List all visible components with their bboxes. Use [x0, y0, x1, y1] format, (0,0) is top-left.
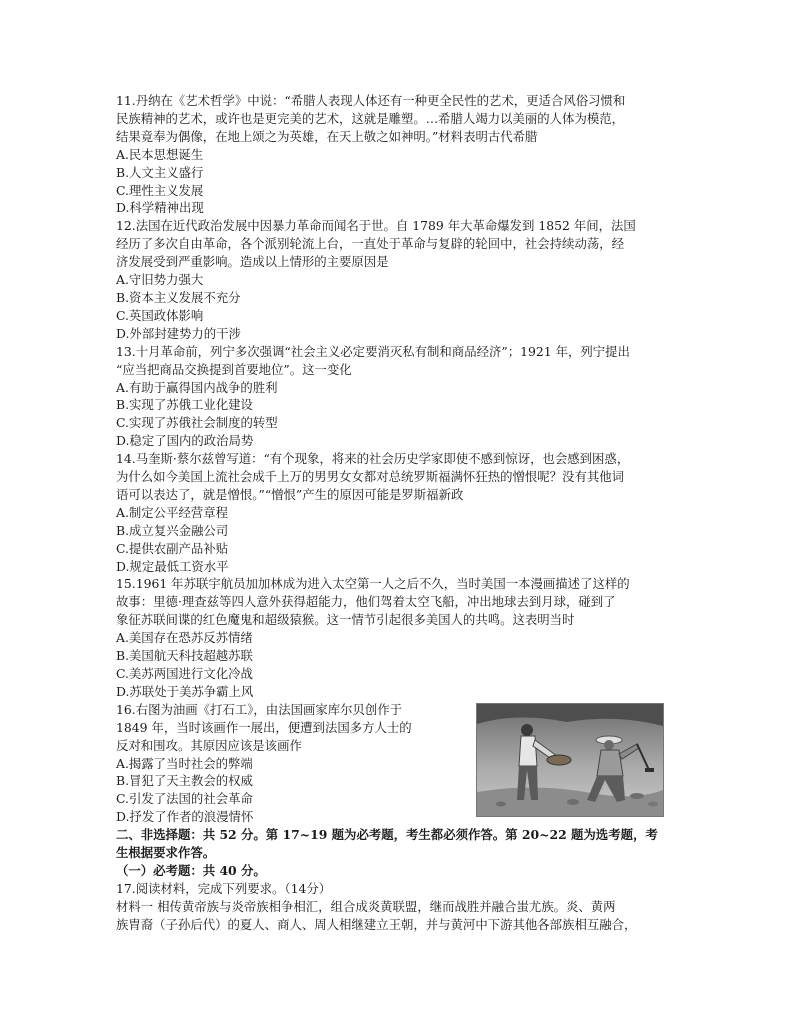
question-11-option-c: C.理性主义发展 [116, 182, 204, 198]
painting-illustration [477, 704, 663, 816]
question-14-option-b: B.成立复兴金融公司 [116, 522, 229, 538]
question-15 [116, 575, 686, 700]
question-15-option-d: D.苏联处于美苏争霸上风 [116, 683, 254, 699]
question-16-option-b: B.冒犯了天主教会的权威 [116, 773, 253, 789]
question-14-option-a: A.制定公平经营章程 [116, 504, 229, 520]
question-14-stem-line: 为什么如今美国上流社会成千上万的男男女女都对总统罗斯福满怀狂热的憎恨呢？没有其他词 [116, 469, 625, 485]
question-11-option-d: D.科学精神出现 [116, 200, 204, 216]
question-14-option-d: D.规定最低工资水平 [116, 558, 229, 574]
question-16-option-d: D.抒发了作者的浪漫情怀 [116, 809, 254, 825]
section-2-title-line: 生根据要求作答。 [116, 845, 216, 861]
question-17-material-line: 族胄裔（子孙后代）的夏人、商人、周人相继建立王朝，并与黄河中下游其他各部族相互融合， [116, 916, 637, 932]
question-12-stem-line: 12.法国在近代政治发展中因暴力革命而闻名于世。自 1789 年大革命爆发到 1852 年间，法国 [116, 218, 636, 234]
question-16-stem-line: 1849 年，当时该画作一展出，便遭到法国多方人士的 [116, 719, 412, 735]
section-2-heading [116, 826, 686, 880]
question-16-stem-line: 反对和围攻。其原因应该是该画作 [116, 737, 302, 753]
question-12-option-d: D.外部封建势力的干涉 [116, 325, 241, 341]
question-13-stem-line: 13.十月革命前，列宁多次强调“社会主义必定要消灭私有制和商品经济”；1921 年，列宁提出 [116, 343, 630, 359]
question-11-option-a: A.民本思想诞生 [116, 146, 204, 162]
question-16 [116, 701, 686, 826]
question-15-option-c: C.美苏两国进行文化冷战 [116, 666, 253, 681]
question-13-option-a: A.有助于赢得国内战争的胜利 [116, 379, 278, 395]
question-17-stem-line: 17.阅读材料，完成下列要求。（14分） [116, 880, 332, 896]
question-12-stem-line: 济发展受到严重影响。造成以上情形的主要原因是 [116, 254, 389, 270]
question-11-stem-line: 结果竟奉为偶像，在地上颂之为英雄，在天上敬之如神明。”材料表明古代希腊 [116, 128, 538, 144]
section-2-title-line: 二、非选择题：共 52 分。第 17~19 题为必考题，考生都必须作答。第 20~22 题为选考题，考 [116, 827, 658, 843]
question-14-stem-line: 14.马奎斯·蔡尔兹曾写道：“有个现象，将来的社会历史学家即使不感到惊讶，也会感到困惑， [116, 451, 630, 467]
question-16-option-c: C.引发了法国的社会革命 [116, 791, 253, 807]
question-14-option-c: C.提供农副产品补贴 [116, 540, 229, 556]
question-11 [116, 92, 686, 217]
question-13-option-c: C.实现了苏俄社会制度的转型 [116, 415, 278, 431]
question-11-stem-line: 民族精神的艺术，或许也是更完美的艺术，这就是雕塑。…希腊人竭力以美丽的人体为模范， [116, 110, 625, 126]
question-12-stem-line: 经历了多次自由革命，各个派别轮流上台，一直处于革命与复辟的轮回中，社会持续动荡，经 [116, 236, 625, 252]
question-11-option-b: B.人文主义盛行 [116, 164, 204, 180]
question-12-option-a: A.守旧势力强大 [116, 272, 204, 288]
question-12 [116, 217, 686, 342]
question-16-text [116, 701, 466, 826]
question-13-option-b: B.实现了苏俄工业化建设 [116, 397, 253, 413]
question-12-option-b: B.资本主义发展不充分 [116, 289, 241, 305]
question-14-stem-line: 语可以表达了，就是憎恨。”“憎恨”产生的原因可能是罗斯福新政 [116, 486, 464, 502]
question-15-stem-line: 故事：里德·理查兹等四人意外获得超能力，他们驾着太空飞船，冲出地球去到月球，碰到了 [116, 594, 616, 610]
question-13 [116, 343, 686, 450]
question-11-stem-line: 11.丹纳在《艺术哲学》中说：“希腊人表现人体还有一种更全民性的艺术，更适合风俗习惯和 [116, 93, 626, 108]
section-2-subheading: （一）必考题：共 40 分。 [116, 862, 266, 878]
question-15-option-a: A.美国存在恐苏反苏情绪 [116, 630, 253, 646]
question-17 [116, 880, 686, 934]
question-12-option-c: C.英国政体影响 [116, 307, 204, 323]
question-15-option-b: B.美国航天科技超越苏联 [116, 648, 253, 664]
question-16-stem-line: 16.右图为油画《打石工》，由法国画家库尔贝创作于 [116, 701, 403, 717]
stonebreakers-painting-image [476, 703, 664, 817]
question-13-stem-line: “应当把商品交换提到首要地位”。这一变化 [116, 361, 352, 377]
question-15-stem-line: 象征苏联间谍的红色魔鬼和超级猿猴。这一情节引起很多美国人的共鸣。这表明当时 [116, 612, 575, 628]
question-14 [116, 450, 686, 575]
question-16-option-a: A.揭露了当时社会的弊端 [116, 755, 253, 771]
exam-page [116, 92, 686, 934]
question-15-stem-line: 15.1961 年苏联宇航员加加林成为进入太空第一人之后不久，当时美国一本漫画描述了这样的 [116, 576, 630, 592]
question-17-material-line: 材料一 相传黄帝族与炎帝族相争相汇，组合成炎黄联盟，继而战胜并融合蚩尤族。炎、黄两 [116, 898, 616, 914]
question-13-option-d: D.稳定了国内的政治局势 [116, 433, 254, 449]
